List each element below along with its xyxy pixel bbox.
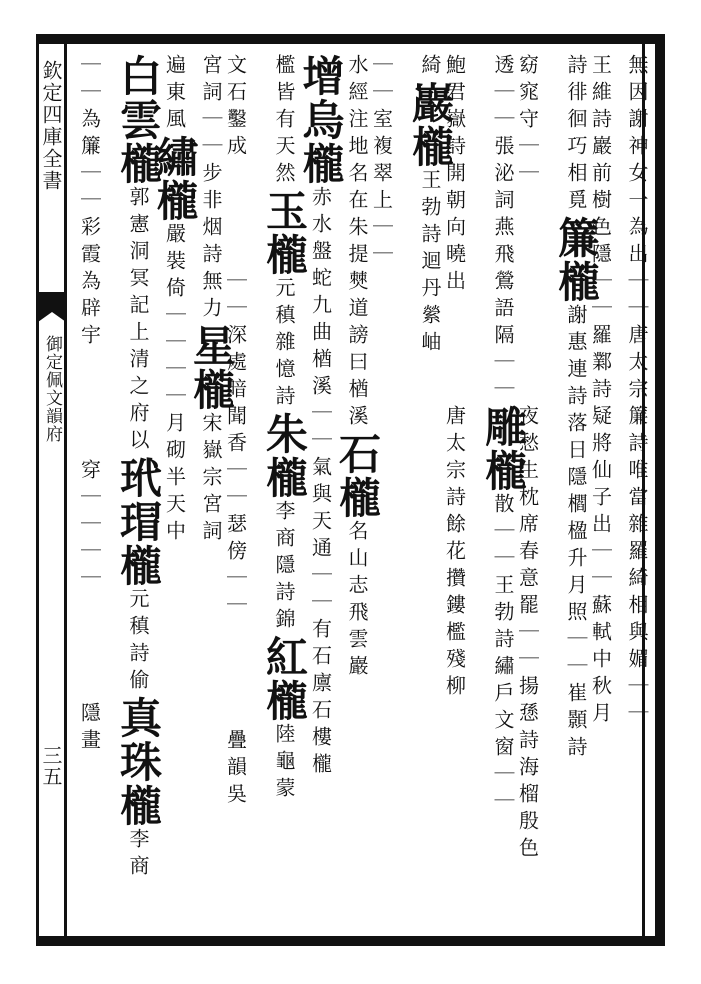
column-text: 夜愁生枕席春意罷｜｜揚愻詩海榴殷色 <box>515 405 540 864</box>
text-column <box>79 54 101 756</box>
text-column <box>480 54 526 817</box>
column-text <box>78 594 102 702</box>
entry-headword: 櫳 <box>552 260 601 304</box>
entry-headword: 櫳 <box>333 476 382 520</box>
column-text: 檻皆有天然 <box>272 54 296 189</box>
column-text: ｜｜深處暗聞香｜｜瑟傍｜｜ <box>223 270 248 621</box>
column-text: 郭憲洞冥記上清之府以 <box>126 186 150 456</box>
entry-headword: 櫳 <box>296 142 346 186</box>
entry-headword: 櫳 <box>479 449 528 493</box>
entry-headword: 櫳 <box>260 456 309 500</box>
column-text: 詩徘徊巧相覓 <box>564 54 588 216</box>
column-text: 李商隱詩錦 <box>272 500 296 635</box>
column-text: 李商 <box>126 828 150 882</box>
column-text: 穿｜｜｜｜ <box>77 459 102 594</box>
entry-headword: 玳 <box>114 456 163 500</box>
column-text: 赤水盤蛇九曲楢溪｜｜氣與天通｜｜有石廪石樓櫳 <box>308 186 333 780</box>
column-text: 宋嶽宗宮詞 <box>199 412 223 547</box>
text-column <box>115 54 161 882</box>
text-column <box>626 54 648 729</box>
column-text: 文石鑿成 <box>223 54 248 162</box>
column-text <box>78 351 102 459</box>
column-text: 疊韻吳 <box>223 729 248 810</box>
column-text: 窈窕守｜｜ <box>515 54 540 189</box>
entry-headword: 櫳 <box>114 784 163 828</box>
column-text: 宮詞｜｜步非烟詩無力 <box>199 54 223 324</box>
entry-headword: 櫳 <box>406 125 455 169</box>
entry-headword: 雲 <box>114 98 163 142</box>
entry-headword: 櫳 <box>187 368 236 412</box>
entry-headword: 櫳 <box>114 142 163 186</box>
entry-headword: 石 <box>333 432 382 476</box>
frame-border-right <box>655 34 665 946</box>
frame-inner-rule-left <box>64 44 67 936</box>
column-text: 謝惠連詩落日隱櫩楹升月照｜｜崔顥詩 <box>564 304 588 763</box>
entry-headword: 櫳 <box>260 233 309 277</box>
entry-headword: 增 <box>296 54 346 98</box>
column-text: 陸龜蒙 <box>272 723 296 804</box>
column-text: 遍東風 <box>162 54 187 135</box>
entry-headword: 紅 <box>260 635 309 679</box>
entry-headword: 簾 <box>552 216 601 260</box>
entry-headword: 玉 <box>260 189 309 233</box>
frame-border-top <box>36 34 665 44</box>
text-column <box>261 54 307 804</box>
column-text: 王勃詩迴丹縈岫 <box>418 169 442 358</box>
page-number: 三五 <box>39 745 63 787</box>
column-text: 透｜｜張泌詞燕飛鶯語隔｜｜ <box>491 54 515 405</box>
entry-headword: 櫳 <box>114 544 163 588</box>
column-text: 綺 <box>418 54 442 81</box>
entry-headword: 巖 <box>406 81 455 125</box>
column-text <box>224 621 248 729</box>
entry-headword: 櫳 <box>150 179 200 223</box>
column-text: 名山志飛雲巖 <box>345 520 369 682</box>
entry-headword: 烏 <box>296 98 346 142</box>
entry-headword: 星 <box>187 324 236 368</box>
column-text: 唐太宗詩餘花攢鏤檻殘柳 <box>442 405 467 702</box>
column-text: 散｜｜王勃詩繡戶文窗｜｜ <box>491 493 515 817</box>
column-text: 鮑君嶽詩開朝向曉出 <box>442 54 467 297</box>
entry-headword: 瑁 <box>114 500 163 544</box>
fishtail-mark-icon <box>38 292 66 330</box>
column-text: 王維詩巖前樹色隱｜｜羅鄴詩疑將仙子出｜｜蘇軾中秋月 <box>588 54 613 729</box>
margin-title: 欽定四庫全書 <box>39 60 63 192</box>
entry-headword: 雕 <box>479 405 528 449</box>
text-column <box>407 54 453 358</box>
entry-headword: 白 <box>114 54 163 98</box>
column-text: 水經注地名在朱提僰道謗曰楢溪 <box>345 54 369 432</box>
entry-headword: 朱 <box>260 412 309 456</box>
entry-headword: 珠 <box>114 740 163 784</box>
column-text: 隱畫 <box>77 702 102 756</box>
column-text: 元稹詩偷 <box>126 588 150 696</box>
entry-headword: 櫳 <box>260 679 309 723</box>
column-text: ｜｜室複翠上｜｜ <box>369 54 394 270</box>
entry-headword: 繡 <box>150 135 200 179</box>
frame-border-bottom <box>36 936 665 946</box>
entry-headword: 真 <box>114 696 163 740</box>
margin-book-title: 御定佩文韻府 <box>42 335 62 443</box>
column-text: 無因謝神女一為出｜｜唐太宗簾詩唯當雜羅綺相與媚｜｜ <box>625 54 649 729</box>
column-text: 嚴裝倚｜｜｜｜月砌半天中 <box>162 223 187 547</box>
column-text: ｜｜為簾｜｜彩霞為辟宇 <box>77 54 102 351</box>
text-column <box>553 54 599 763</box>
column-text: 元稹雜憶詩 <box>272 277 296 412</box>
